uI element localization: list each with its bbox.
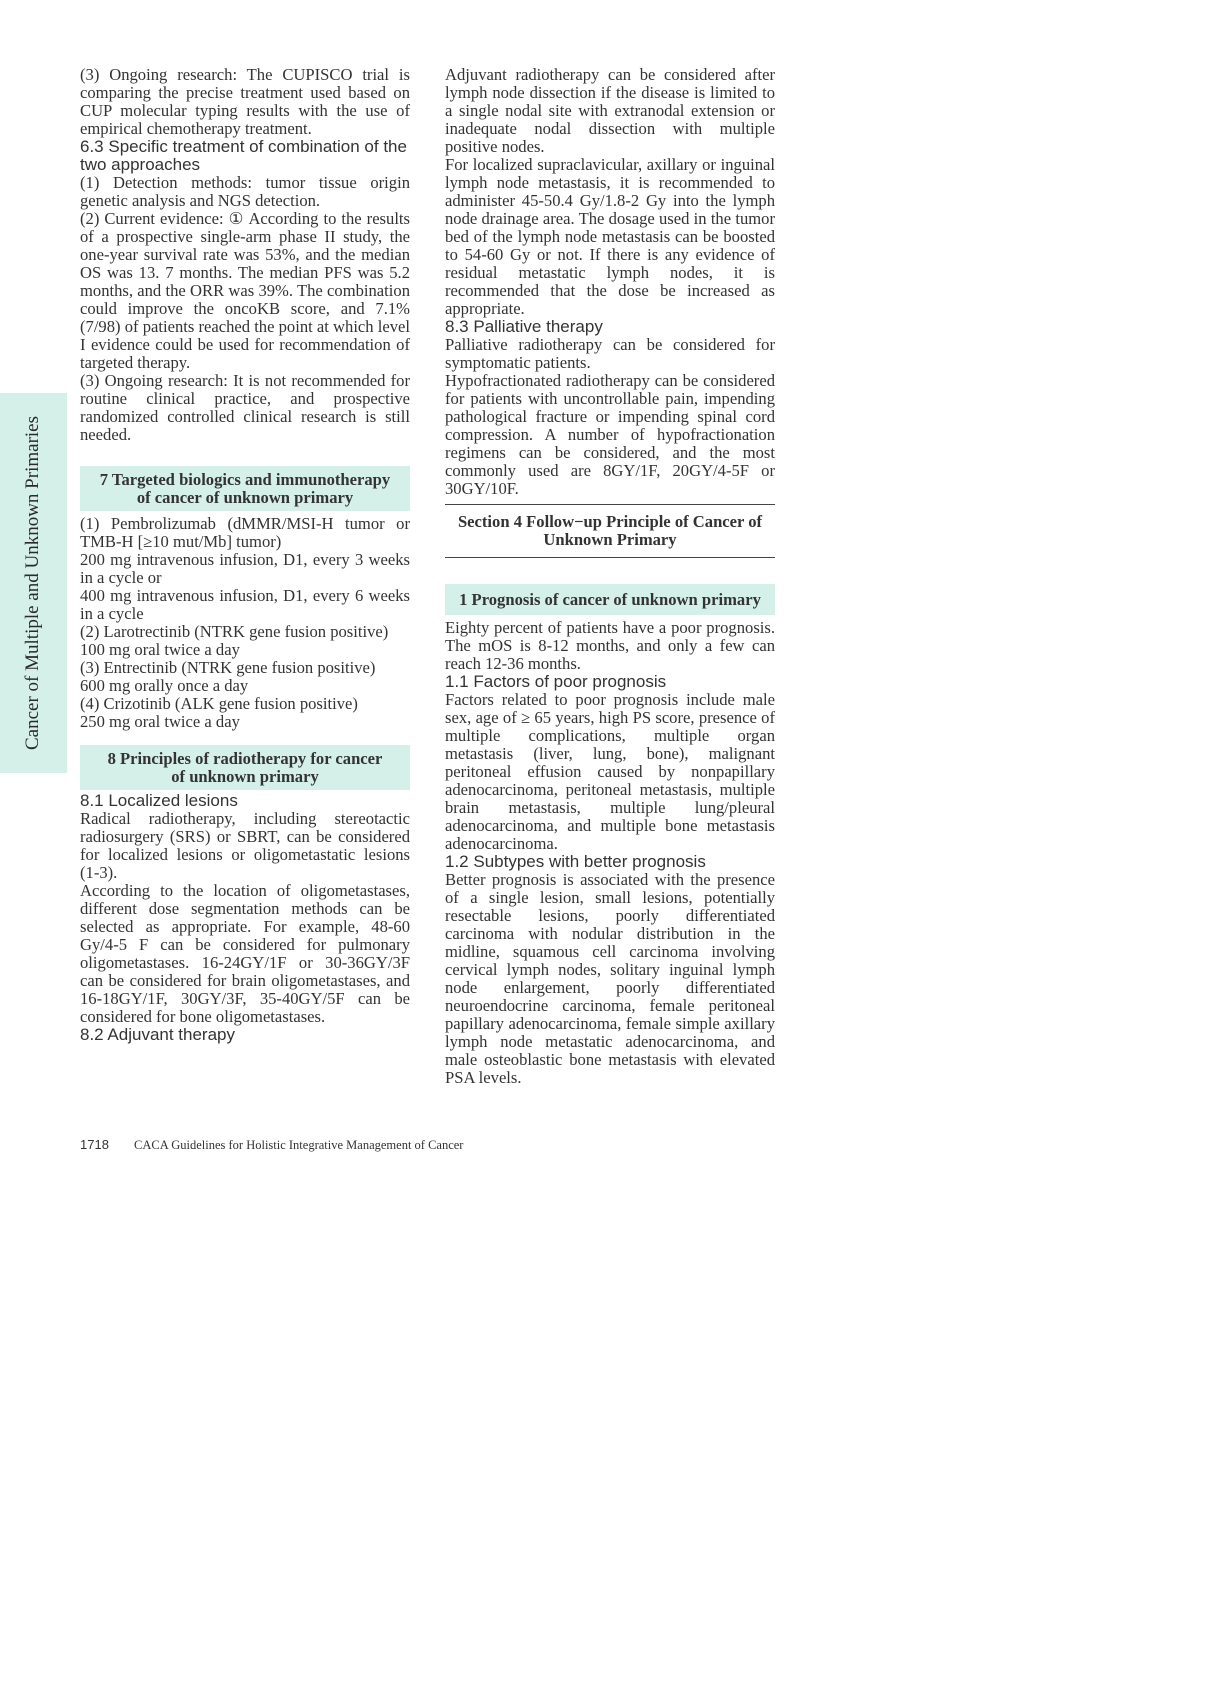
paragraph: (3) Ongoing research: It is not recommended for routine clinical practice, and prospective randomized controlled clinical research is still needed. xyxy=(80,371,410,444)
drug-line: 100 mg oral twice a day xyxy=(80,640,240,659)
section-4-title: Section 4 Follow−up Principle of Cancer of Unknown Primary xyxy=(457,512,763,549)
paragraph: Eighty percent of patients have a poor prognosis. The mOS is 8-12 months, and only a few can reach 12-36 months. xyxy=(445,618,775,673)
drug-line: 250 mg oral twice a day xyxy=(80,712,240,731)
right-column xyxy=(445,66,775,1087)
paragraph: Hypofractionated radiotherapy can be considered for patients with uncontrollable pain, impending pathological fracture or impending spinal cord compression. A number of hypofractionation regimens can be considered, and the most commonly used are 8GY/1F, 20GY/4-5F or 30GY/10F. xyxy=(445,371,775,498)
paragraph: (1) Detection methods: tumor tissue origin genetic analysis and NGS detection. xyxy=(80,173,410,210)
paragraph: According to the location of oligometastases, different dose segmentation methods can be selected as appropriate. For example, 48-60 Gy/4-5 F can be considered for pulmonary oligometastases. 16-24GY/1F or 30-36GY/3F can be considered for brain oligometastases, and 16-18GY/1F, 30GY/3F, 35-40GY/5F can be considered for bone oligometastases. xyxy=(80,881,410,1026)
paragraph: Adjuvant radiotherapy can be considered after lymph node dissection if the disease is limited to a single nodal site with extranodal extension or inadequate nodal dissection with multiple positive nodes. xyxy=(445,65,775,156)
drug-line: 200 mg intravenous infusion, D1, every 3 weeks in a cycle or xyxy=(80,550,410,587)
drug-line: 400 mg intravenous infusion, D1, every 6 weeks in a cycle xyxy=(80,586,410,623)
heading-6-3: 6.3 Specific treatment of combination of the two approaches xyxy=(80,137,407,174)
drug-line: 600 mg orally once a day xyxy=(80,676,249,695)
heading-8-1: 8.1 Localized lesions xyxy=(80,791,238,810)
side-tab xyxy=(0,393,67,773)
left-column xyxy=(80,66,410,1044)
paragraph: Better prognosis is associated with the presence of a single lesion, small lesions, potentially resectable lesions, poorly differentiated carcinoma with nodular distribution in the midline, squamous cell carcinoma involving cervical lymph nodes, solitary inguinal lymph node enlargement, poorly differentiated neuroendocrine carcinoma, female peritoneal papillary adenocarcinoma, female simple axillary lymph node metastatic adenocarcinoma, and male osteoblastic bone metastasis with elevated PSA levels. xyxy=(445,870,775,1087)
section-banner-7: 7 Targeted biologics and immunotherapy of cancer of unknown primary xyxy=(80,466,410,511)
heading-1-1: 1.1 Factors of poor prognosis xyxy=(445,672,667,691)
page-footer xyxy=(80,1137,463,1153)
heading-1-2: 1.2 Subtypes with better prognosis xyxy=(445,852,706,871)
side-tab-label: Cancer of Multiple and Unknown Primaries xyxy=(22,415,43,751)
paragraph: Factors related to poor prognosis include male sex, age of ≥ 65 years, high PS score, presence of multiple complications, multiple organ metastasis (liver, lung, bone), malignant peritoneal effusion caused by nonpapillary adenocarcinoma, peritoneal metastasis, multiple brain metastasis, multiple lung/pleural adenocarcinoma, and multiple bone metastasis adenocarcinoma. xyxy=(445,690,775,853)
paragraph: For localized supraclavicular, axillary or inguinal lymph node metastasis, it is recommended to administer 45-50.4 Gy/1.8-2 Gy into the lymph node drainage area. The dosage used in the tumor bed of the lymph node metastasis can be boosted to 54-60 Gy or not. If there is any evidence of residual metastatic lymph nodes, it is recommended that the dose be increased as appropriate. xyxy=(445,155,775,318)
section-banner-8: 8 Principles of radiotherapy for cancer of unknown primary xyxy=(80,745,410,790)
paragraph: (3) Ongoing research: The CUPISCO trial is comparing the precise treatment used based on CUP molecular typing results with the use of empirical chemotherapy treatment. xyxy=(80,65,410,138)
heading-8-3: 8.3 Palliative therapy xyxy=(445,317,603,336)
page-number: 1718 xyxy=(80,1137,109,1152)
paragraph: (2) Current evidence: ① According to the results of a prospective single-arm phase II study, the one-year survival rate was 53%, and the median OS was 13. 7 months. The median PFS was 5.2 months, and the ORR was 39%. The combination could improve the oncoKB score, and 7.1% (7/98) of patients reached the point at which level I evidence could be used for recommendation of targeted therapy. xyxy=(80,209,410,372)
journal-name: CACA Guidelines for Holistic Integrative Management of Cancer xyxy=(134,1138,464,1152)
paragraph: Palliative radiotherapy can be considered for symptomatic patients. xyxy=(445,335,775,372)
drug-line: (3) Entrectinib (NTRK gene fusion positive) xyxy=(80,658,376,677)
drug-line: (4) Crizotinib (ALK gene fusion positive) xyxy=(80,694,358,713)
section-banner-1: 1 Prognosis of cancer of unknown primary xyxy=(445,584,775,615)
drug-line: (2) Larotrectinib (NTRK gene fusion positive) xyxy=(80,622,389,641)
heading-8-2: 8.2 Adjuvant therapy xyxy=(80,1025,236,1044)
drug-line: (1) Pembrolizumab (dMMR/MSI-H tumor or TMB-H [≥10 mut/Mb] tumor) xyxy=(80,514,410,551)
paragraph: Radical radiotherapy, including stereotactic radiosurgery (SRS) or SBRT, can be considered for localized lesions or oligometastatic lesions (1-3). xyxy=(80,809,410,882)
section-4-heading xyxy=(445,504,775,558)
